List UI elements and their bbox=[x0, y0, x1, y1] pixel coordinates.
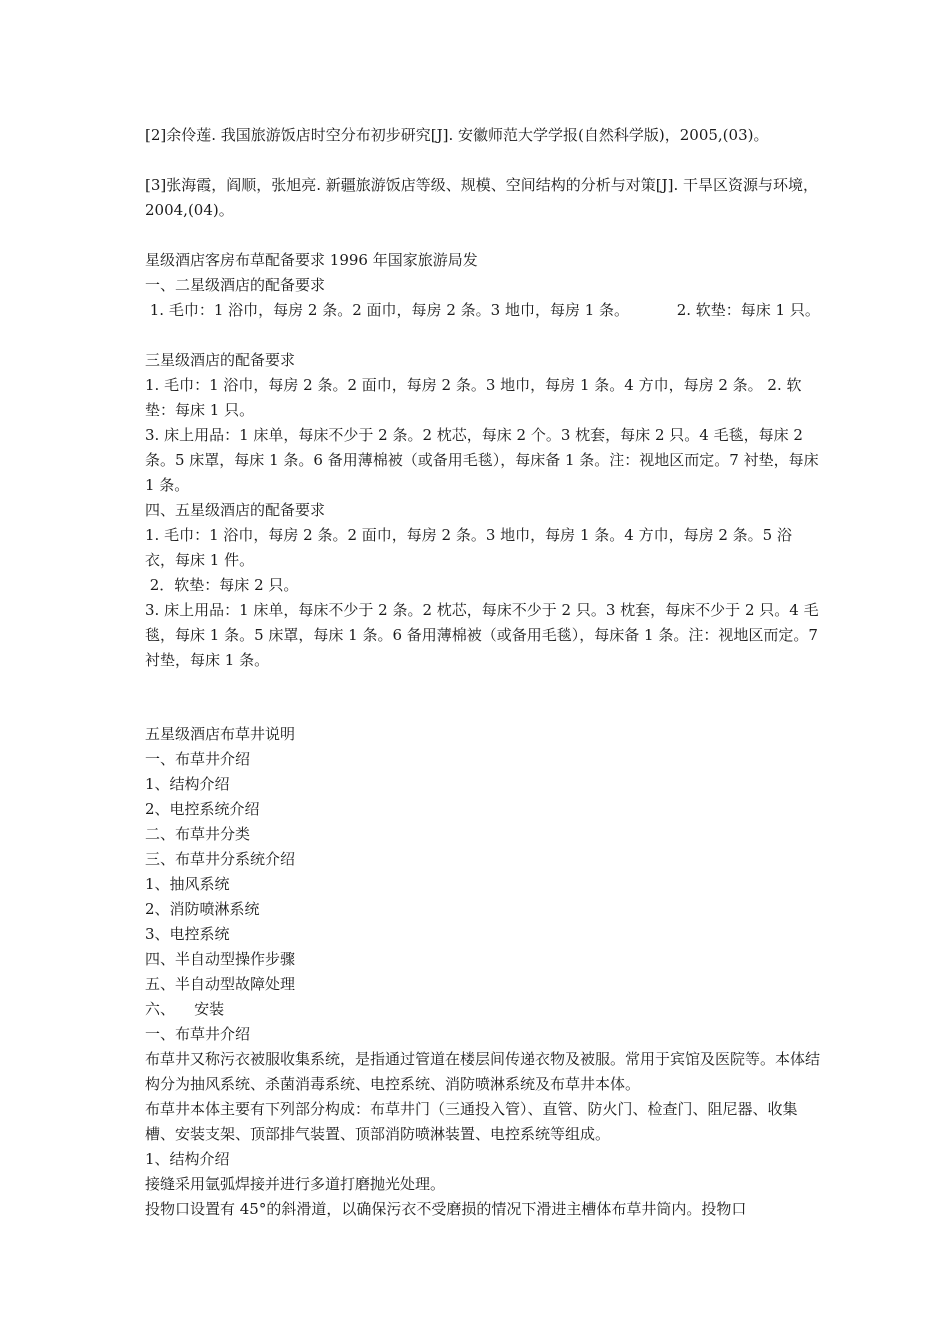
linen-standard-title: 星级酒店客房布草配备要求 1996 年国家旅游局发 bbox=[145, 251, 478, 269]
five-star-item-1: 1. 毛巾：1 浴巾，每房 2 条。2 面巾，每房 2 条。3 地巾，每房 1 条。4 方巾，每房 2 条。5 浴衣，每床 1 件。 bbox=[145, 526, 792, 569]
structure-paragraph-2: 投物口设置有 45°的斜滑道，以确保污衣不受磨损的情况下滑进主槽体布草井筒内。投物口 bbox=[145, 1200, 747, 1218]
structure-paragraph-1: 接缝采用氩弧焊接并进行多道打磨抛光处理。 bbox=[145, 1175, 446, 1193]
reference-2: [2]余伶莲. 我国旅游饭店时空分布初步研究[J]. 安徽师范大学学报(自然科学版)，2005,(03)。 bbox=[145, 126, 769, 144]
structure-heading: 1、结构介绍 bbox=[145, 1150, 230, 1168]
toc-item: 六、 安装 bbox=[145, 1000, 225, 1018]
toc-item: 五、半自动型故障处理 bbox=[145, 975, 296, 993]
intro-paragraph-1: 布草井又称污衣被服收集系统，是指通过管道在楼层间传递衣物及被服。常用于宾馆及医院等。本体结构分为抽风系统、杀菌消毒系统、电控系统、消防喷淋系统及布草井本体。 bbox=[145, 1050, 821, 1093]
three-star-item-1: 1. 毛巾：1 浴巾，每房 2 条。2 面巾，每房 2 条。3 地巾，每房 1 条。4 方巾，每房 2 条。 2. 软垫：每床 1 只。 bbox=[145, 376, 802, 419]
chute-title: 五星级酒店布草井说明 bbox=[145, 725, 296, 743]
toc-item: 3、电控系统 bbox=[145, 925, 230, 943]
five-star-heading: 四、五星级酒店的配备要求 bbox=[145, 501, 326, 519]
two-star-heading: 一、二星级酒店的配备要求 bbox=[145, 276, 326, 294]
intro-paragraph-2: 布草井本体主要有下列部分构成：布草井门（三通投入管）、直管、防火门、检查门、阻尼器、收集槽、安装支架、顶部排气装置、顶部消防喷淋装置、电控系统等组成。 bbox=[145, 1100, 798, 1143]
toc-item: 1、抽风系统 bbox=[145, 875, 230, 893]
three-star-item-3: 3. 床上用品：1 床单，每床不少于 2 条。2 枕芯，每床 2 个。3 枕套，每床 2 只。4 毛毯，每床 2 条。5 床罩，每床 1 条。6 备用薄棉被（或备用毛毯），每床备 1 条。注：视地区而定。7 衬垫，每床 1 条。 bbox=[145, 426, 819, 494]
toc-item: 2、电控系统介绍 bbox=[145, 800, 260, 818]
section-1-heading: 一、布草井介绍 bbox=[145, 1025, 251, 1043]
reference-3: [3]张海霞，阎顺，张旭亮. 新疆旅游饭店等级、规模、空间结构的分析与对策[J]. 干旱区资源与环境，2004,(04)。 bbox=[145, 176, 819, 219]
toc-item: 一、布草井介绍 bbox=[145, 750, 251, 768]
toc-item: 二、布草井分类 bbox=[145, 825, 251, 843]
five-star-item-3: 3. 床上用品：1 床单，每床不少于 2 条。2 枕芯，每床不少于 2 只。3 枕套，每床不少于 2 只。4 毛毯，每床 1 条。5 床罩，每床 1 条。6 备用薄棉被（或备用毛毯），每床备 1 条。注：视地区而定。7 衬垫，每床 1 条。 bbox=[145, 601, 819, 669]
five-star-item-2: 2．软垫：每床 2 只。 bbox=[145, 576, 299, 594]
toc-item: 1、结构介绍 bbox=[145, 775, 230, 793]
toc-item: 三、布草井分系统介绍 bbox=[145, 850, 296, 868]
two-star-item-1: 1. 毛巾：1 浴巾，每房 2 条。2 面巾，每房 2 条。3 地巾，每房 1 条。 2. 软垫：每床 1 只。 bbox=[145, 301, 820, 319]
three-star-heading: 三星级酒店的配备要求 bbox=[145, 351, 296, 369]
toc-item: 2、消防喷淋系统 bbox=[145, 900, 260, 918]
toc-item: 四、半自动型操作步骤 bbox=[145, 950, 296, 968]
